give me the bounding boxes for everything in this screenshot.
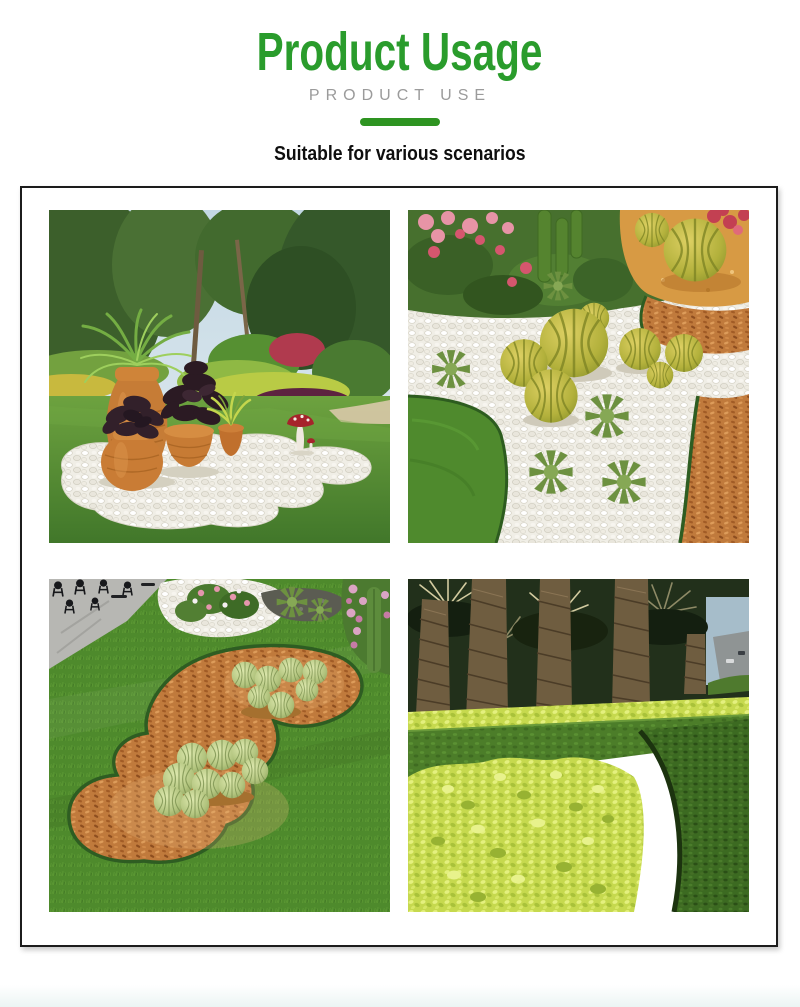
- usage-gallery-card: [20, 186, 778, 947]
- gallery-photo-woodchip-bed: [49, 579, 390, 912]
- foreground-golden-shrub: [408, 757, 644, 912]
- sky-and-road: [706, 597, 749, 695]
- page-title: Product Usage: [257, 22, 543, 82]
- palm-hedge-illustration: [408, 579, 749, 912]
- tagline-wrap: [0, 143, 800, 166]
- gallery-photo-potted-garden: [49, 210, 390, 543]
- accent-divider: [360, 118, 440, 126]
- gallery-photo-palm-hedge: [408, 579, 749, 912]
- woodchip-bed-illustration: [49, 579, 390, 912]
- gallery-photo-cactus-rockery: [408, 210, 749, 543]
- section-tagline: Suitable for various scenarios: [274, 143, 526, 166]
- right-hedge-face: [640, 719, 749, 912]
- cactus-rockery-illustration: [408, 210, 749, 543]
- potted-garden-illustration: [49, 210, 390, 543]
- lawn-corner: [408, 396, 507, 543]
- section-header: [0, 0, 800, 166]
- page-bottom-tint: [0, 985, 800, 1007]
- page-subtitle: PRODUCT USE: [308, 87, 492, 105]
